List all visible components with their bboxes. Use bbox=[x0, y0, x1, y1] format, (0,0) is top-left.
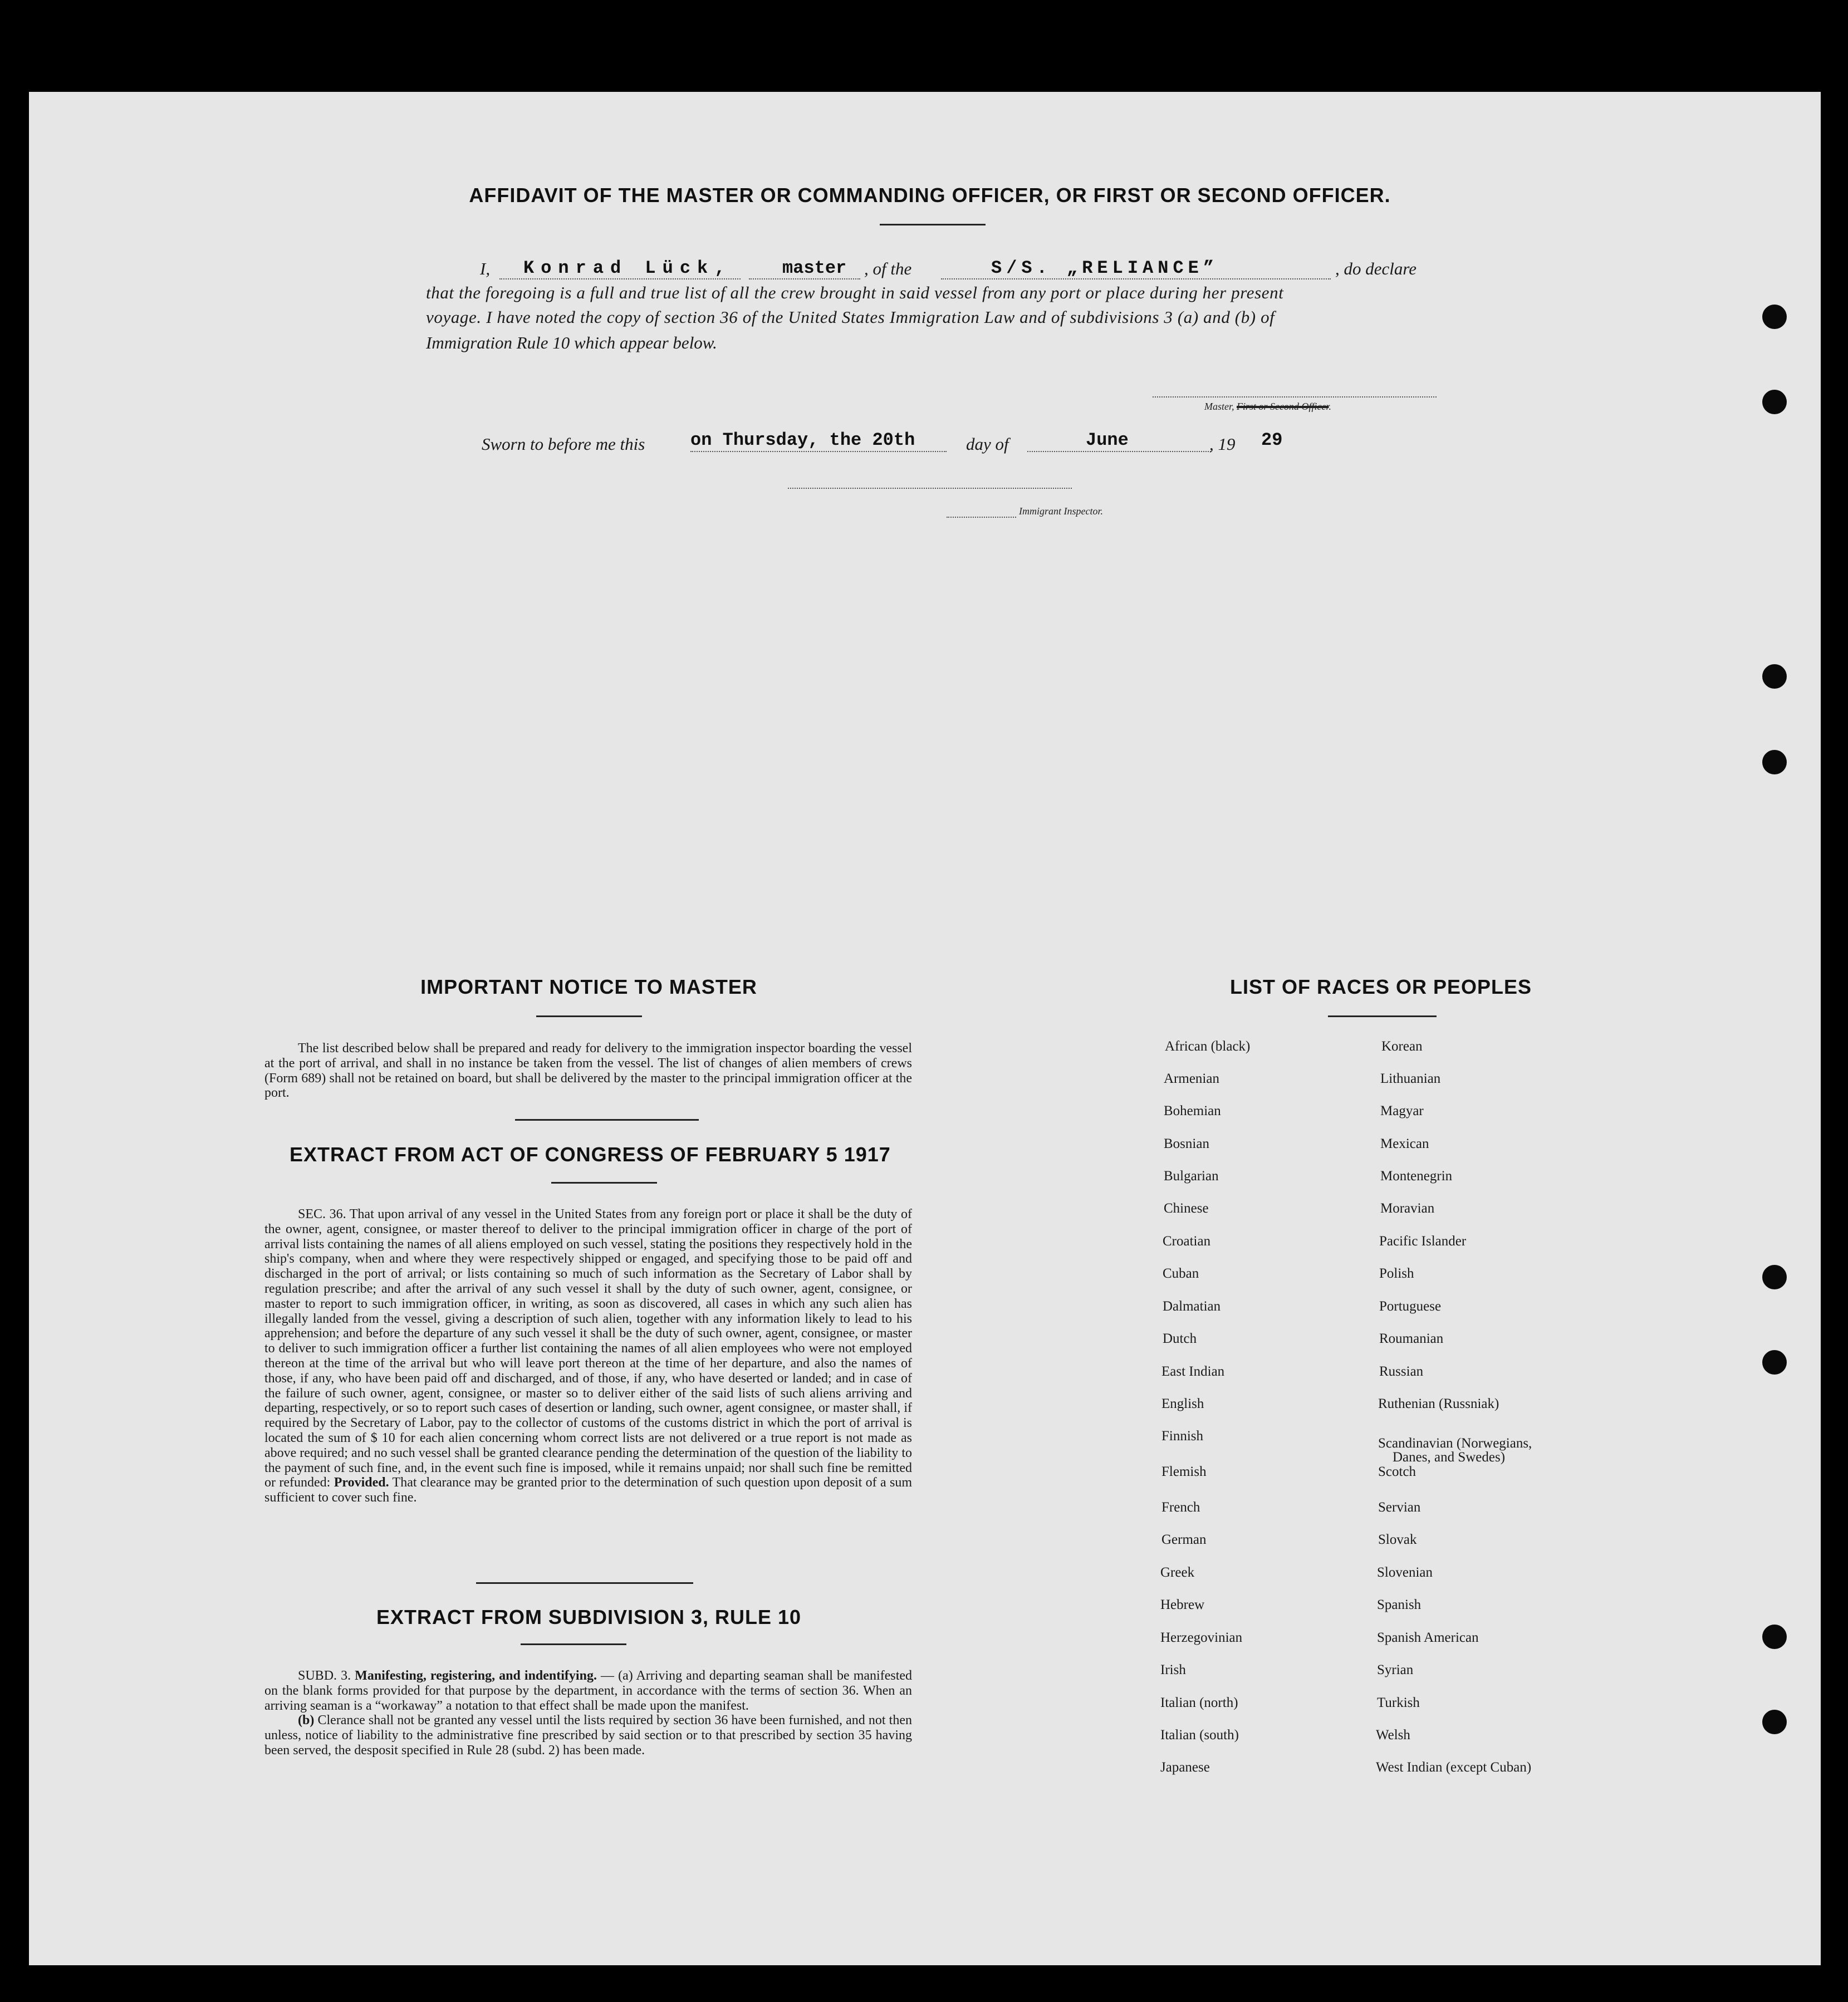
race-item: Irish bbox=[1160, 1662, 1186, 1677]
struck-officer-text: First or Second Officer bbox=[1237, 401, 1329, 412]
master-position: master bbox=[782, 258, 847, 278]
race-item: West Indian (except Cuban) bbox=[1376, 1760, 1532, 1775]
race-item-continuation: Danes, and Swedes) bbox=[1393, 1450, 1506, 1465]
race-item: Flemish bbox=[1161, 1464, 1207, 1479]
name-blank bbox=[499, 278, 741, 279]
race-item: Armenian bbox=[1164, 1071, 1219, 1086]
race-item: Scandinavian (Norwegians, bbox=[1378, 1436, 1532, 1451]
notice-end-divider bbox=[515, 1119, 699, 1121]
race-item: Portuguese bbox=[1379, 1299, 1442, 1314]
provided-label: Provided. bbox=[334, 1475, 389, 1490]
vessel-blank bbox=[941, 278, 1331, 279]
binder-hole bbox=[1762, 664, 1787, 689]
race-item: Magyar bbox=[1380, 1103, 1424, 1118]
race-item: African (black) bbox=[1165, 1039, 1251, 1054]
binder-hole bbox=[1762, 390, 1787, 414]
month-blank bbox=[1027, 451, 1211, 452]
race-item: Lithuanian bbox=[1380, 1071, 1441, 1086]
race-item: Greek bbox=[1160, 1565, 1195, 1580]
race-item: English bbox=[1161, 1396, 1204, 1411]
title-divider bbox=[880, 224, 986, 225]
race-item: Italian (south) bbox=[1160, 1728, 1239, 1743]
race-item: East Indian bbox=[1161, 1364, 1225, 1379]
race-item: Slovak bbox=[1378, 1532, 1417, 1547]
race-item: Mexican bbox=[1380, 1136, 1429, 1151]
notice-divider bbox=[536, 1015, 642, 1017]
year-prefix: , 19 bbox=[1209, 434, 1236, 454]
master-name: Konrad Lück, bbox=[523, 258, 732, 278]
race-item: Welsh bbox=[1376, 1728, 1410, 1743]
inspector-caption: Immigrant Inspector. bbox=[1019, 506, 1103, 517]
race-item: Dutch bbox=[1163, 1331, 1197, 1346]
race-item: Bulgarian bbox=[1164, 1169, 1219, 1184]
binder-hole bbox=[1762, 1710, 1787, 1734]
affidavit-line-3: voyage. I have noted the copy of section 36 of the United States Immigration Law and of subdivisions 3 (a) and (b) of bbox=[426, 307, 1275, 327]
act-text: SEC. 36. That upon arrival of any vessel in the United States from any foreign port or place it shall be the duty of the owner, agent, consignee, or master thereof to deliver to the principal immigration officer in charge of the port of arrival lists containing the names of all aliens employed on such vessel, stating the positions they respectively hold in the ship's company, when and where they were respectively shipped or engaged, and specifying those to be paid off and discharged in the port of arrival; or lists containing so much of such information as the Secretary of Labor shall by regulation prescribe; and after the arrival of any such vessel it shall by the duty of such owner, agent, consignee, or master to report to such immigration officer, in writing, as soon as discovered, all cases in which any such alien has illegally landed from the vessel, giving a description of such alien, together with any information likely to lead to his apprehension; and before the departure of any such vessel it shall be the duty of such owner, agent, consignee, or master to deliver to such immigration officer a further list containing the names of all alien employees who were not employed thereon at the time of the arrival but who will leave port thereon at the time of her departure, and also the names of those, if any, who have been paid off and discharged, and of those, if any, who have deserted or landed; and in case of the failure of such owner, agent, consignee, or master so to deliver either of the said lists of such aliens arriving and departing, respectively, or so to report such cases of desertion or landing, such owner, agent consignee, or master shall, if required by the Secretary of Labor, pay to the collector of customs of the customs district in which the port of arrival is located the sum of $ 10 for each alien concerning whom correct lists are not delivered or a true report is not made as above required; and no such vessel shall be granted clearance pending the determination of the question of the liability to the payment of such fine, and, in the event such fine is imposed, while it remains unpaid; nor shall such fine be remitted or refunded: Provided. That clearance may be granted prior to the determination of such question upon deposit of a sum sufficient to cover such fine. bbox=[264, 1207, 913, 1505]
race-item: Croatian bbox=[1163, 1234, 1211, 1249]
act-divider bbox=[551, 1182, 657, 1184]
rule-b-label: (b) bbox=[298, 1713, 315, 1728]
race-item: Slovenian bbox=[1377, 1565, 1433, 1580]
binder-hole bbox=[1762, 1625, 1787, 1649]
affidavit-line-2: that the foregoing is a full and true list of all the crew brought in said vessel from any port or place during her present bbox=[426, 283, 1284, 302]
race-item: Pacific Islander bbox=[1379, 1234, 1467, 1249]
affidavit-do-declare: , do declare bbox=[1335, 259, 1417, 278]
race-item: Dalmatian bbox=[1163, 1299, 1221, 1314]
affidavit-i: I, bbox=[480, 259, 491, 278]
inspector-caption-line bbox=[947, 517, 1016, 518]
race-item: Montenegrin bbox=[1380, 1169, 1453, 1184]
position-blank bbox=[749, 278, 860, 279]
notice-title: IMPORTANT NOTICE TO MASTER bbox=[420, 975, 757, 998]
race-item: Spanish American bbox=[1377, 1630, 1479, 1645]
race-item: Moravian bbox=[1380, 1201, 1435, 1216]
binder-hole bbox=[1762, 305, 1787, 329]
sworn-text: Sworn to before me this bbox=[482, 434, 645, 454]
race-item: Roumanian bbox=[1379, 1331, 1444, 1346]
race-item: Russian bbox=[1379, 1364, 1424, 1379]
binder-hole bbox=[1762, 750, 1787, 774]
race-item: Scotch bbox=[1378, 1464, 1416, 1479]
master-signature-line bbox=[1153, 396, 1437, 398]
act-end-divider bbox=[476, 1582, 693, 1584]
race-item: Polish bbox=[1379, 1266, 1414, 1281]
affidavit-of-the: , of the bbox=[864, 259, 912, 278]
race-item: Herzegovinian bbox=[1160, 1630, 1243, 1645]
race-item: Spanish bbox=[1377, 1597, 1421, 1612]
race-item: Cuban bbox=[1163, 1266, 1199, 1281]
date-blank bbox=[690, 451, 947, 452]
race-item: German bbox=[1161, 1532, 1207, 1547]
race-item: Ruthenian (Russniak) bbox=[1378, 1396, 1499, 1411]
affidavit-title: AFFIDAVIT OF THE MASTER OR COMMANDING OFFICER, OR FIRST OR SECOND OFFICER. bbox=[469, 184, 1391, 207]
rule-title: EXTRACT FROM SUBDIVISION 3, RULE 10 bbox=[376, 1606, 802, 1628]
rule-heading: Manifesting, registering, and indentifying. bbox=[355, 1669, 597, 1683]
day-of-text: day of bbox=[966, 434, 1009, 454]
race-item: Servian bbox=[1378, 1500, 1421, 1515]
vessel-name: S/S. „RELIANCE” bbox=[991, 258, 1219, 278]
race-item: Syrian bbox=[1377, 1662, 1414, 1677]
race-item: Korean bbox=[1381, 1039, 1423, 1054]
rule-divider bbox=[521, 1643, 626, 1645]
race-item: Turkish bbox=[1377, 1695, 1420, 1710]
sworn-month: June bbox=[1086, 430, 1129, 450]
affidavit-line-4: Immigration Rule 10 which appear below. bbox=[426, 333, 717, 352]
race-item: Italian (north) bbox=[1160, 1695, 1238, 1710]
race-item: French bbox=[1161, 1500, 1200, 1515]
sworn-year: 29 bbox=[1261, 430, 1283, 450]
binder-hole bbox=[1762, 1350, 1787, 1375]
race-item-multiline bbox=[1378, 1436, 1532, 1464]
notice-text: The list described below shall be prepared and ready for delivery to the immigration inspector boarding the vessel at the port of arrival, and shall in no instance be taken from the vessel. The list of changes of alien members of crews (Form 689) shall not be retained on board, but shall be delivered by the master to the principal immigration officer at the port. bbox=[264, 1041, 912, 1101]
race-item: Japanese bbox=[1160, 1760, 1210, 1775]
master-caption: Master, First or Second Officer. bbox=[1204, 401, 1331, 412]
inspector-signature-line bbox=[788, 488, 1072, 489]
act-title: EXTRACT FROM ACT OF CONGRESS OF FEBRUARY 5 1917 bbox=[290, 1143, 891, 1166]
race-item: Bohemian bbox=[1164, 1103, 1221, 1118]
rule-text: SUBD. 3. Manifesting, registering, and indentifying. — (a) Arriving and departing seaman shall be manifested on the blank forms provided for that purpose by the department, in accordance with the terms of section 36. When an arriving seaman is a “workaway” a notation to that effect shall be made upon the manifest. (b) Clerance shall not be granted any vessel until the lists required by section 36 have been furnished, and not then unless, notice of liability to the administrative fine prescribed by said section or to that prescribed by section 35 having been served, the desposit specified in Rule 28 (subd. 2) has been made. bbox=[264, 1669, 913, 1758]
races-title: LIST OF RACES OR PEOPLES bbox=[1229, 975, 1532, 998]
race-item: Finnish bbox=[1161, 1429, 1204, 1444]
sworn-date: on Thursday, the 20th bbox=[690, 430, 915, 450]
race-item: Bosnian bbox=[1164, 1136, 1209, 1151]
binder-hole bbox=[1762, 1265, 1787, 1289]
race-item: Chinese bbox=[1164, 1201, 1209, 1216]
races-divider bbox=[1328, 1015, 1437, 1017]
race-item: Hebrew bbox=[1160, 1597, 1205, 1612]
